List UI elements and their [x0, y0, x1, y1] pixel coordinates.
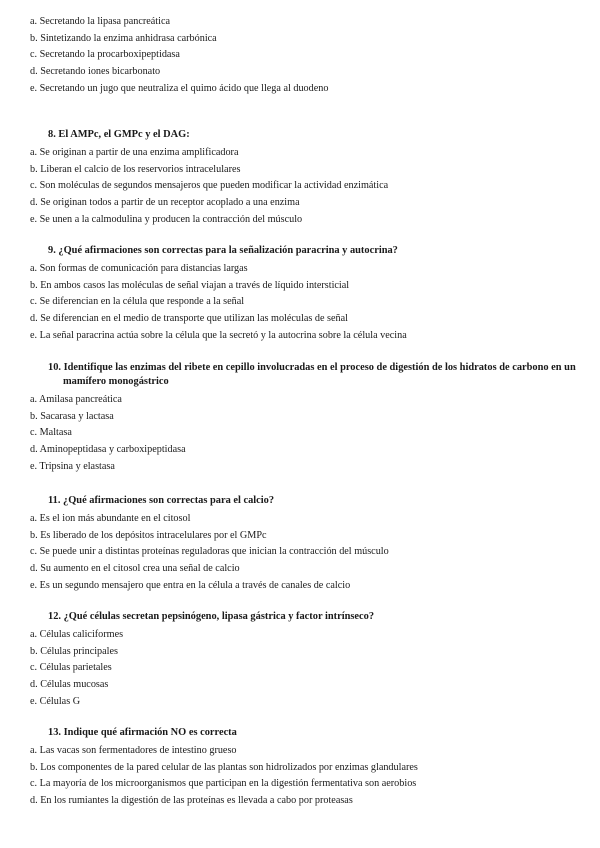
option-c[interactable]: c. Se diferencian en la célula que responde a la señal [30, 296, 245, 308]
option-b[interactable]: b. Células principales [30, 645, 118, 657]
option-b[interactable]: b. Liberan el calcio de los reservorios intracelulares [30, 163, 241, 175]
option-c[interactable]: c. Maltasa [30, 427, 72, 439]
question-title: 12. ¿Qué células secretan pepsinógeno, lipasa gástrica y factor intrínseco? [48, 611, 375, 622]
option-c[interactable]: c. Se puede unir a distintas proteínas reguladoras que inician la contracción del músculo [30, 546, 389, 558]
option-d[interactable]: d. En los rumiantes la digestión de las proteínas es llevada a cabo por proteasas [30, 795, 353, 807]
option-b[interactable]: b. Los componentes de la pared celular de las plantas son hidrolizados por enzimas glandulares [30, 761, 418, 773]
question-title: 11. ¿Qué afirmaciones son correctas para el calcio? [48, 495, 275, 506]
option-e[interactable]: e. Se unen a la calmodulina y producen la contracción del músculo [30, 213, 303, 225]
question-title: 9. ¿Qué afirmaciones son correctas para la señalización paracrina y autocrina? [48, 245, 398, 256]
option-a[interactable]: a. Las vacas son fermentadores de intestino grueso [30, 745, 237, 756]
question-title: 13. Indique qué afirmación NO es correcta [48, 727, 237, 738]
option-d[interactable]: d. Secretando iones bicarbonato [30, 66, 161, 78]
option-a[interactable]: a. Son formas de comunicación para distancias largas [30, 263, 248, 274]
previous-question-options [30, 14, 590, 98]
question-8 [30, 128, 590, 229]
option-a[interactable]: a. Se originan a partir de una enzima amplificadora [30, 147, 239, 158]
question-title: 10. Identifique las enzimas del ribete en cepillo involucradas en el proceso de digestión de los hidratos de carbono en un mamífero monogástrico [48, 362, 576, 387]
question-title: 8. El AMPc, el GMPc y el DAG: [48, 129, 190, 140]
option-e[interactable]: e. Secretando un jugo que neutraliza el quimo ácido que llega al duodeno [30, 82, 329, 94]
question-9 [30, 244, 590, 345]
option-c[interactable]: c. Células parietales [30, 662, 112, 674]
option-b[interactable]: b. Sintetizando la enzima anhidrasa carbónica [30, 32, 217, 44]
option-a[interactable]: a. Células caliciformes [30, 629, 124, 640]
option-c[interactable]: c. Secretando la procarboxipeptidasa [30, 49, 180, 61]
option-d[interactable]: d. Se originan todos a partir de un receptor acoplado a una enzima [30, 197, 300, 209]
question-12 [30, 610, 590, 711]
option-a[interactable]: a. Amilasa pancreática [30, 394, 122, 405]
option-d[interactable]: d. Células mucosas [30, 679, 109, 691]
option-b[interactable]: b. Sacarasa y lactasa [30, 410, 114, 422]
option-e[interactable]: e. Tripsina y elastasa [30, 460, 115, 472]
question-10 [30, 361, 590, 476]
option-d[interactable]: d. Su aumento en el citosol crea una señal de calcio [30, 563, 240, 575]
option-c[interactable]: c. Son moléculas de segundos mensajeros que pueden modificar la actividad enzimática [30, 180, 389, 192]
question-13 [30, 726, 590, 810]
option-c[interactable]: c. La mayoría de los microorganismos que participan en la digestión fermentativa son aerobios [30, 778, 417, 790]
option-e[interactable]: e. Células G [30, 695, 81, 707]
option-d[interactable]: d. Se diferencian en el medio de transporte que utilizan las moléculas de señal [30, 313, 348, 325]
option-b[interactable]: b. En ambos casos las moléculas de señal viajan a través de líquido intersticial [30, 279, 350, 291]
option-e[interactable]: e. Es un segundo mensajero que entra en la célula a través de canales de calcio [30, 579, 351, 591]
option-b[interactable]: b. Es liberado de los depósitos intracelulares por el GMPc [30, 529, 267, 541]
option-d[interactable]: d. Aminopeptidasa y carboxipeptidasa [30, 444, 186, 456]
question-11 [30, 494, 590, 595]
option-a[interactable]: a. Secretando la lipasa pancreática [30, 16, 170, 27]
option-a[interactable]: a. Es el ion más abundante en el citosol [30, 513, 191, 524]
option-e[interactable]: e. La señal paracrina actúa sobre la célula que la secretó y la autocrina sobre la célula vecina [30, 329, 407, 341]
